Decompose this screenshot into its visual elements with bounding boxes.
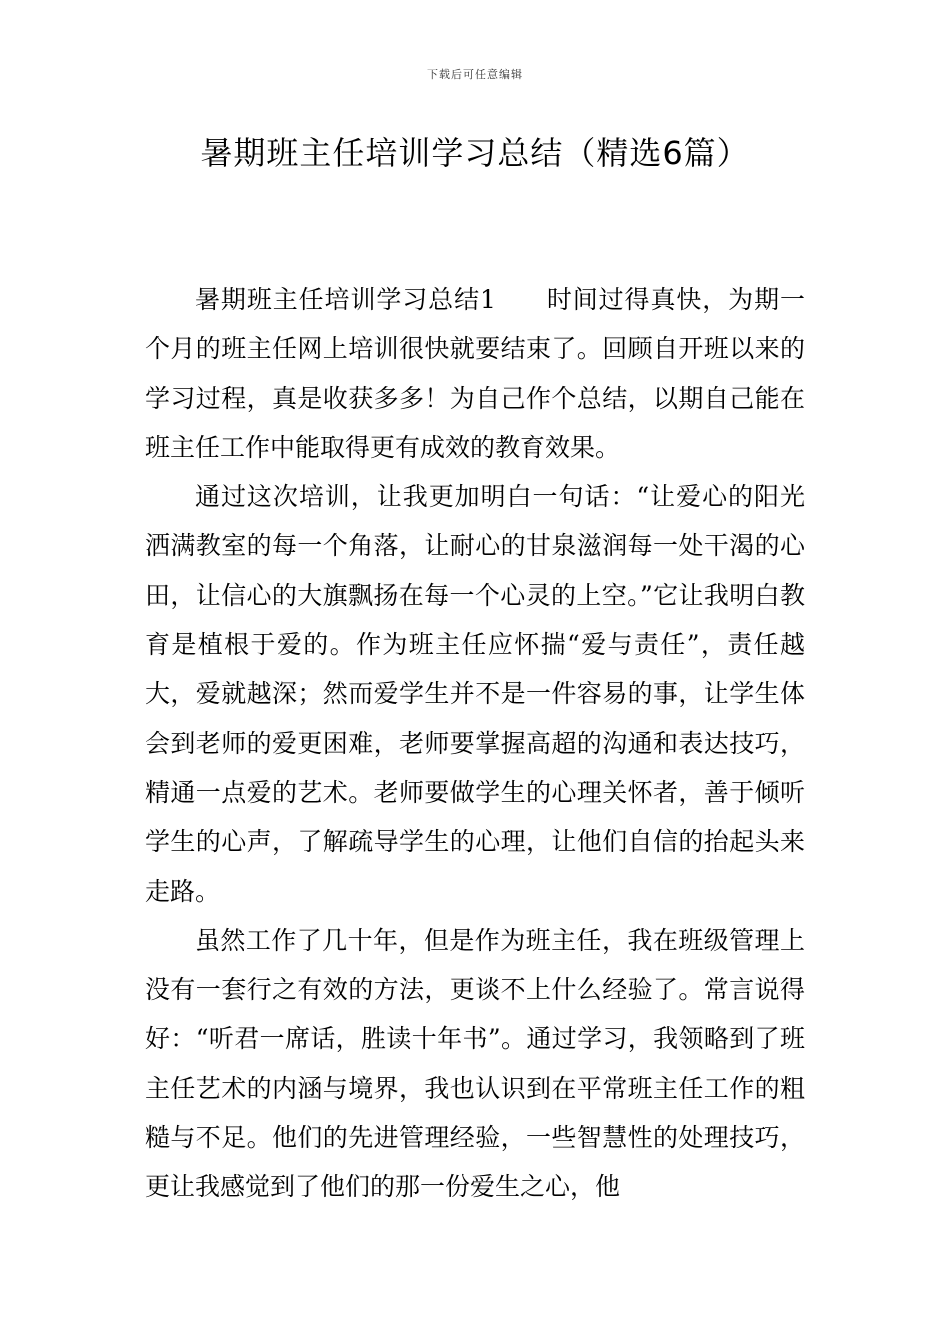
paragraph-3: 虽然工作了几十年，但是作为班主任，我在班级管理上没有一套行之有效的方法，更谈不上什么经验了。常言说得好：“听君一席话，胜读十年书”。通过学习，我领略到了班主任艺术的内涵与境界，我也认识到在平常班主任工作的粗糙与不足。他们的先进管理经验，一些智慧性的处理技巧，更让我感觉到了他们的那一份爱生之心，他 bbox=[145, 925, 805, 1202]
paragraph-1-text: 时间过得真快，为期一个月的班主任网上培训很快就要结束了。回顾自开班以来的学习过程，真是收获多多！为自己作个总结，以期自己能在班主任工作中能取得更有成效的教育效果。 bbox=[145, 285, 805, 462]
section-heading: 暑期班主任培训学习总结1 bbox=[195, 285, 496, 314]
document-title: 暑期班主任培训学习总结（精选6篇） bbox=[200, 134, 750, 172]
paragraph-1 bbox=[145, 275, 805, 472]
header-note: 下载后可任意编辑 bbox=[427, 68, 523, 81]
paragraph-2: 通过这次培训，让我更加明白一句话：“让爱心的阳光洒满教室的每一个角落，让耐心的甘泉滋润每一处干渴的心田，让信心的大旗飘扬在每一个心灵的上空。”它让我明白教育是植根于爱的。作为班主任应怀揣“爱与责任”，责任越大，爱就越深；然而爱学生并不是一件容易的事，让学生体会到老师的爱更困难，老师要掌握高超的沟通和表达技巧，精通一点爱的艺术。老师要做学生的心理关怀者，善于倾听学生的心声，了解疏导学生的心理，让他们自信的抬起头来走路。 bbox=[145, 482, 805, 906]
document-body bbox=[145, 275, 805, 1212]
